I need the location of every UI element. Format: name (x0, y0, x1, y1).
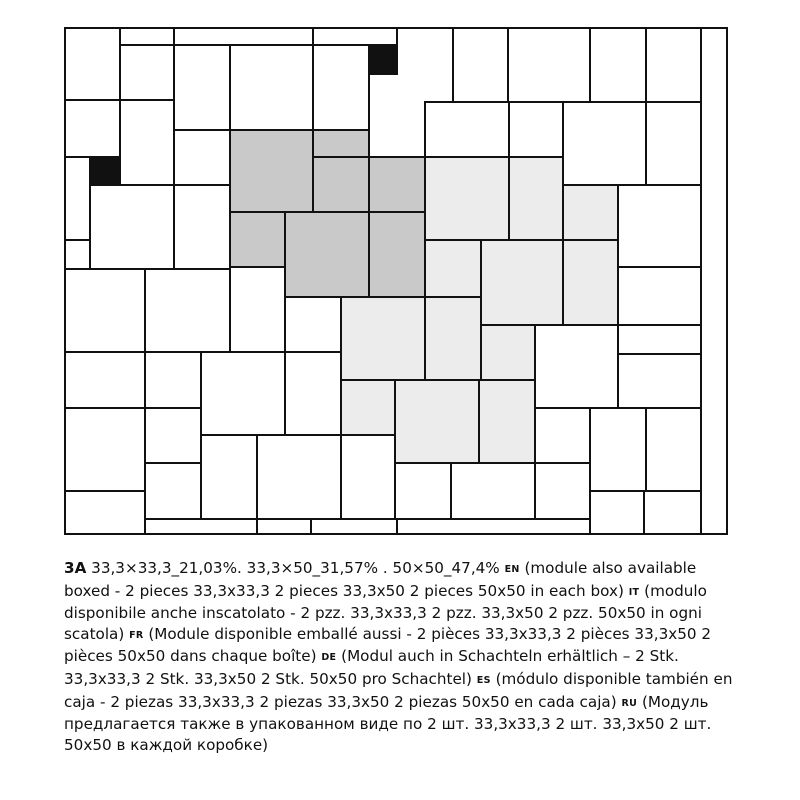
module-summary: 33,3×33,3_21,03%. 33,3×50_31,57% . 50×50_47,4% (91, 559, 500, 577)
tile (258, 436, 340, 518)
tile-dark (370, 158, 424, 211)
tile (231, 268, 284, 351)
tile (91, 186, 173, 268)
tile (286, 353, 340, 434)
tile (454, 29, 507, 101)
tile (66, 270, 144, 351)
tile (619, 186, 700, 266)
tile-light (564, 241, 617, 324)
tile-light (426, 158, 508, 239)
tile (619, 268, 700, 324)
tile (202, 353, 284, 434)
tile (591, 492, 643, 533)
tile (536, 326, 617, 407)
tile (536, 464, 589, 518)
tile (342, 436, 394, 518)
tile-dark (314, 158, 368, 211)
tile-light (482, 326, 534, 379)
tile (398, 520, 589, 533)
tile (312, 520, 396, 533)
tile (370, 75, 424, 156)
tile (121, 101, 173, 184)
caption-en-label: EN (504, 564, 520, 575)
caption-es-text: (módulo disponible también en caja - 2 piezas 33,3x33,3 2 piezas 33,3x50 2 piezas 50x50 en cada caja) (64, 669, 733, 711)
tile-light (396, 381, 478, 462)
tile-dark (370, 213, 424, 296)
tile (175, 46, 229, 129)
tile-dark (231, 131, 312, 211)
tile (66, 158, 89, 239)
tile-light (426, 241, 480, 296)
caption-de-text: (Modul auch in Schachteln erhältlich – 2 Stk. 33,3x33,3 2 Stk. 33,3x50 2 Stk. 50x50 pro Schachtel) (64, 647, 679, 688)
tile (426, 103, 508, 156)
tile-group (66, 29, 726, 533)
tile (146, 464, 200, 518)
tile-dark (314, 131, 368, 156)
tile-light (564, 186, 617, 239)
tile (647, 29, 700, 101)
tile (175, 131, 229, 184)
tile (66, 241, 89, 268)
tile (231, 46, 312, 129)
tile (146, 409, 200, 462)
tile (509, 29, 589, 101)
tile-light (342, 381, 394, 434)
tile (66, 353, 144, 407)
tile (591, 29, 645, 101)
tile (146, 270, 229, 351)
tile (146, 353, 200, 407)
tile (452, 464, 534, 518)
module-caption (64, 558, 744, 755)
tile (66, 101, 119, 156)
tile (66, 409, 144, 490)
caption-fr-text: (Module disponible emballé aussi - 2 pièces 33,3x33,3 2 pièces 33,3x50 2 pièces 50x50 dans chaque boîte) (64, 624, 712, 666)
tile (175, 186, 229, 268)
tile (202, 436, 256, 518)
tile (702, 29, 726, 533)
tile (175, 29, 312, 44)
caption-it-label: IT (628, 586, 640, 598)
tile (66, 29, 119, 99)
caption-de-label: DE (321, 652, 337, 664)
tile (619, 355, 700, 407)
module-code: 3A (64, 559, 87, 577)
tile (564, 103, 645, 184)
tile-dark (286, 213, 368, 296)
tile (258, 520, 310, 533)
tile (66, 492, 144, 533)
tile (645, 492, 700, 533)
caption-ru-label: RU (621, 697, 638, 709)
caption-fr-label: FR (129, 629, 144, 641)
tile-light (482, 241, 562, 324)
tile (121, 29, 173, 44)
tile (396, 464, 450, 518)
tile (286, 298, 340, 351)
tile-dark (231, 213, 284, 266)
tile (510, 103, 562, 156)
tile (619, 326, 700, 353)
caption-it-text: (modulo disponibile anche inscatolato - 2 pzz. 33,3x33,3 2 pzz. 33,3x50 2 pzz. 50x50 in ogni scatola) (64, 581, 707, 643)
caption-ru-text: (Модуль предлагается также в упакованном виде по 2 шт. 33,3x33,3 2 шт. 33,3x50 2 шт. 50x50 в каждой коробке) (64, 692, 712, 754)
caption-en-text: (module also available boxed - 2 pieces 33,3x33,3 2 pieces 33,3x50 2 pieces 50x50 in each box) (64, 559, 697, 600)
tile (146, 520, 256, 533)
tile-light (510, 158, 562, 239)
tile (647, 103, 700, 184)
tile (314, 29, 396, 44)
caption-es-label: ES (476, 674, 491, 686)
tile (591, 409, 645, 490)
tile (314, 46, 368, 129)
tile-light (426, 298, 480, 379)
tile (536, 409, 589, 462)
tile (647, 409, 700, 490)
tile (121, 46, 173, 99)
tile-light (342, 298, 424, 379)
tile-light (480, 381, 534, 462)
